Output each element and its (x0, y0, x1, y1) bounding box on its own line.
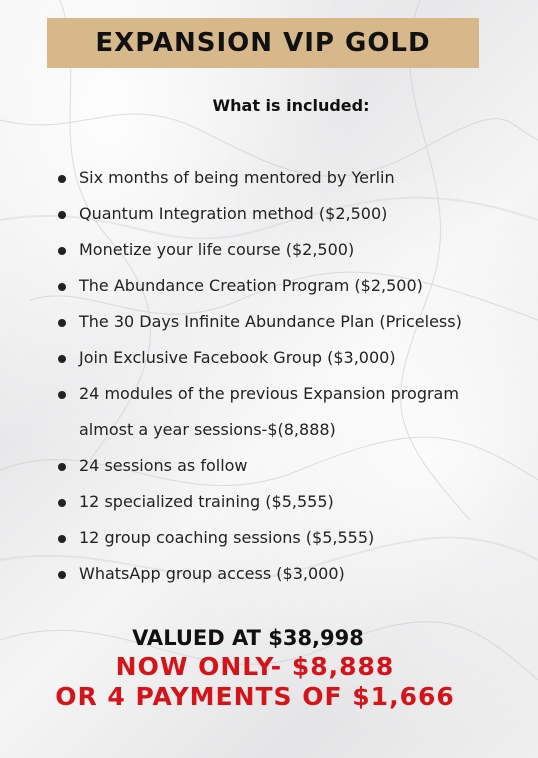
list-item: WhatsApp group access ($3,000) (57, 556, 517, 592)
bullet-icon (58, 319, 66, 327)
bullet-icon (58, 391, 66, 399)
list-item: The 30 Days Infinite Abundance Plan (Priceless) (57, 304, 517, 340)
included-items-list (57, 160, 517, 592)
title-banner (47, 18, 479, 68)
list-item: 24 modules of the previous Expansion program almost a year sessions-$(8,888) (57, 376, 517, 448)
bullet-icon (58, 499, 66, 507)
bullet-icon (58, 283, 66, 291)
valued-at-text: VALUED AT $38,998 (132, 626, 364, 650)
section-heading (0, 96, 538, 115)
section-heading-text: What is included: (212, 96, 370, 115)
banner-title: EXPANSION VIP GOLD (95, 28, 431, 58)
bullet-icon (58, 355, 66, 363)
list-item: The Abundance Creation Program ($2,500) (57, 268, 517, 304)
list-item: 12 group coaching sessions ($5,555) (57, 520, 517, 556)
bullet-icon (58, 211, 66, 219)
bullet-icon (58, 571, 66, 579)
bullet-icon (58, 247, 66, 255)
bullet-icon (58, 463, 66, 471)
bullet-icon (58, 535, 66, 543)
list-item: Quantum Integration method ($2,500) (57, 196, 517, 232)
bullet-icon (58, 175, 66, 183)
list-item: Six months of being mentored by Yerlin (57, 160, 517, 196)
now-only-price: NOW ONLY- $8,888 (115, 652, 395, 681)
installment-price: OR 4 PAYMENTS OF $1,666 (55, 682, 455, 711)
list-item: 24 sessions as follow (57, 448, 517, 484)
list-item: 12 specialized training ($5,555) (57, 484, 517, 520)
list-item: Monetize your life course ($2,500) (57, 232, 517, 268)
list-item: Join Exclusive Facebook Group ($3,000) (57, 340, 517, 376)
